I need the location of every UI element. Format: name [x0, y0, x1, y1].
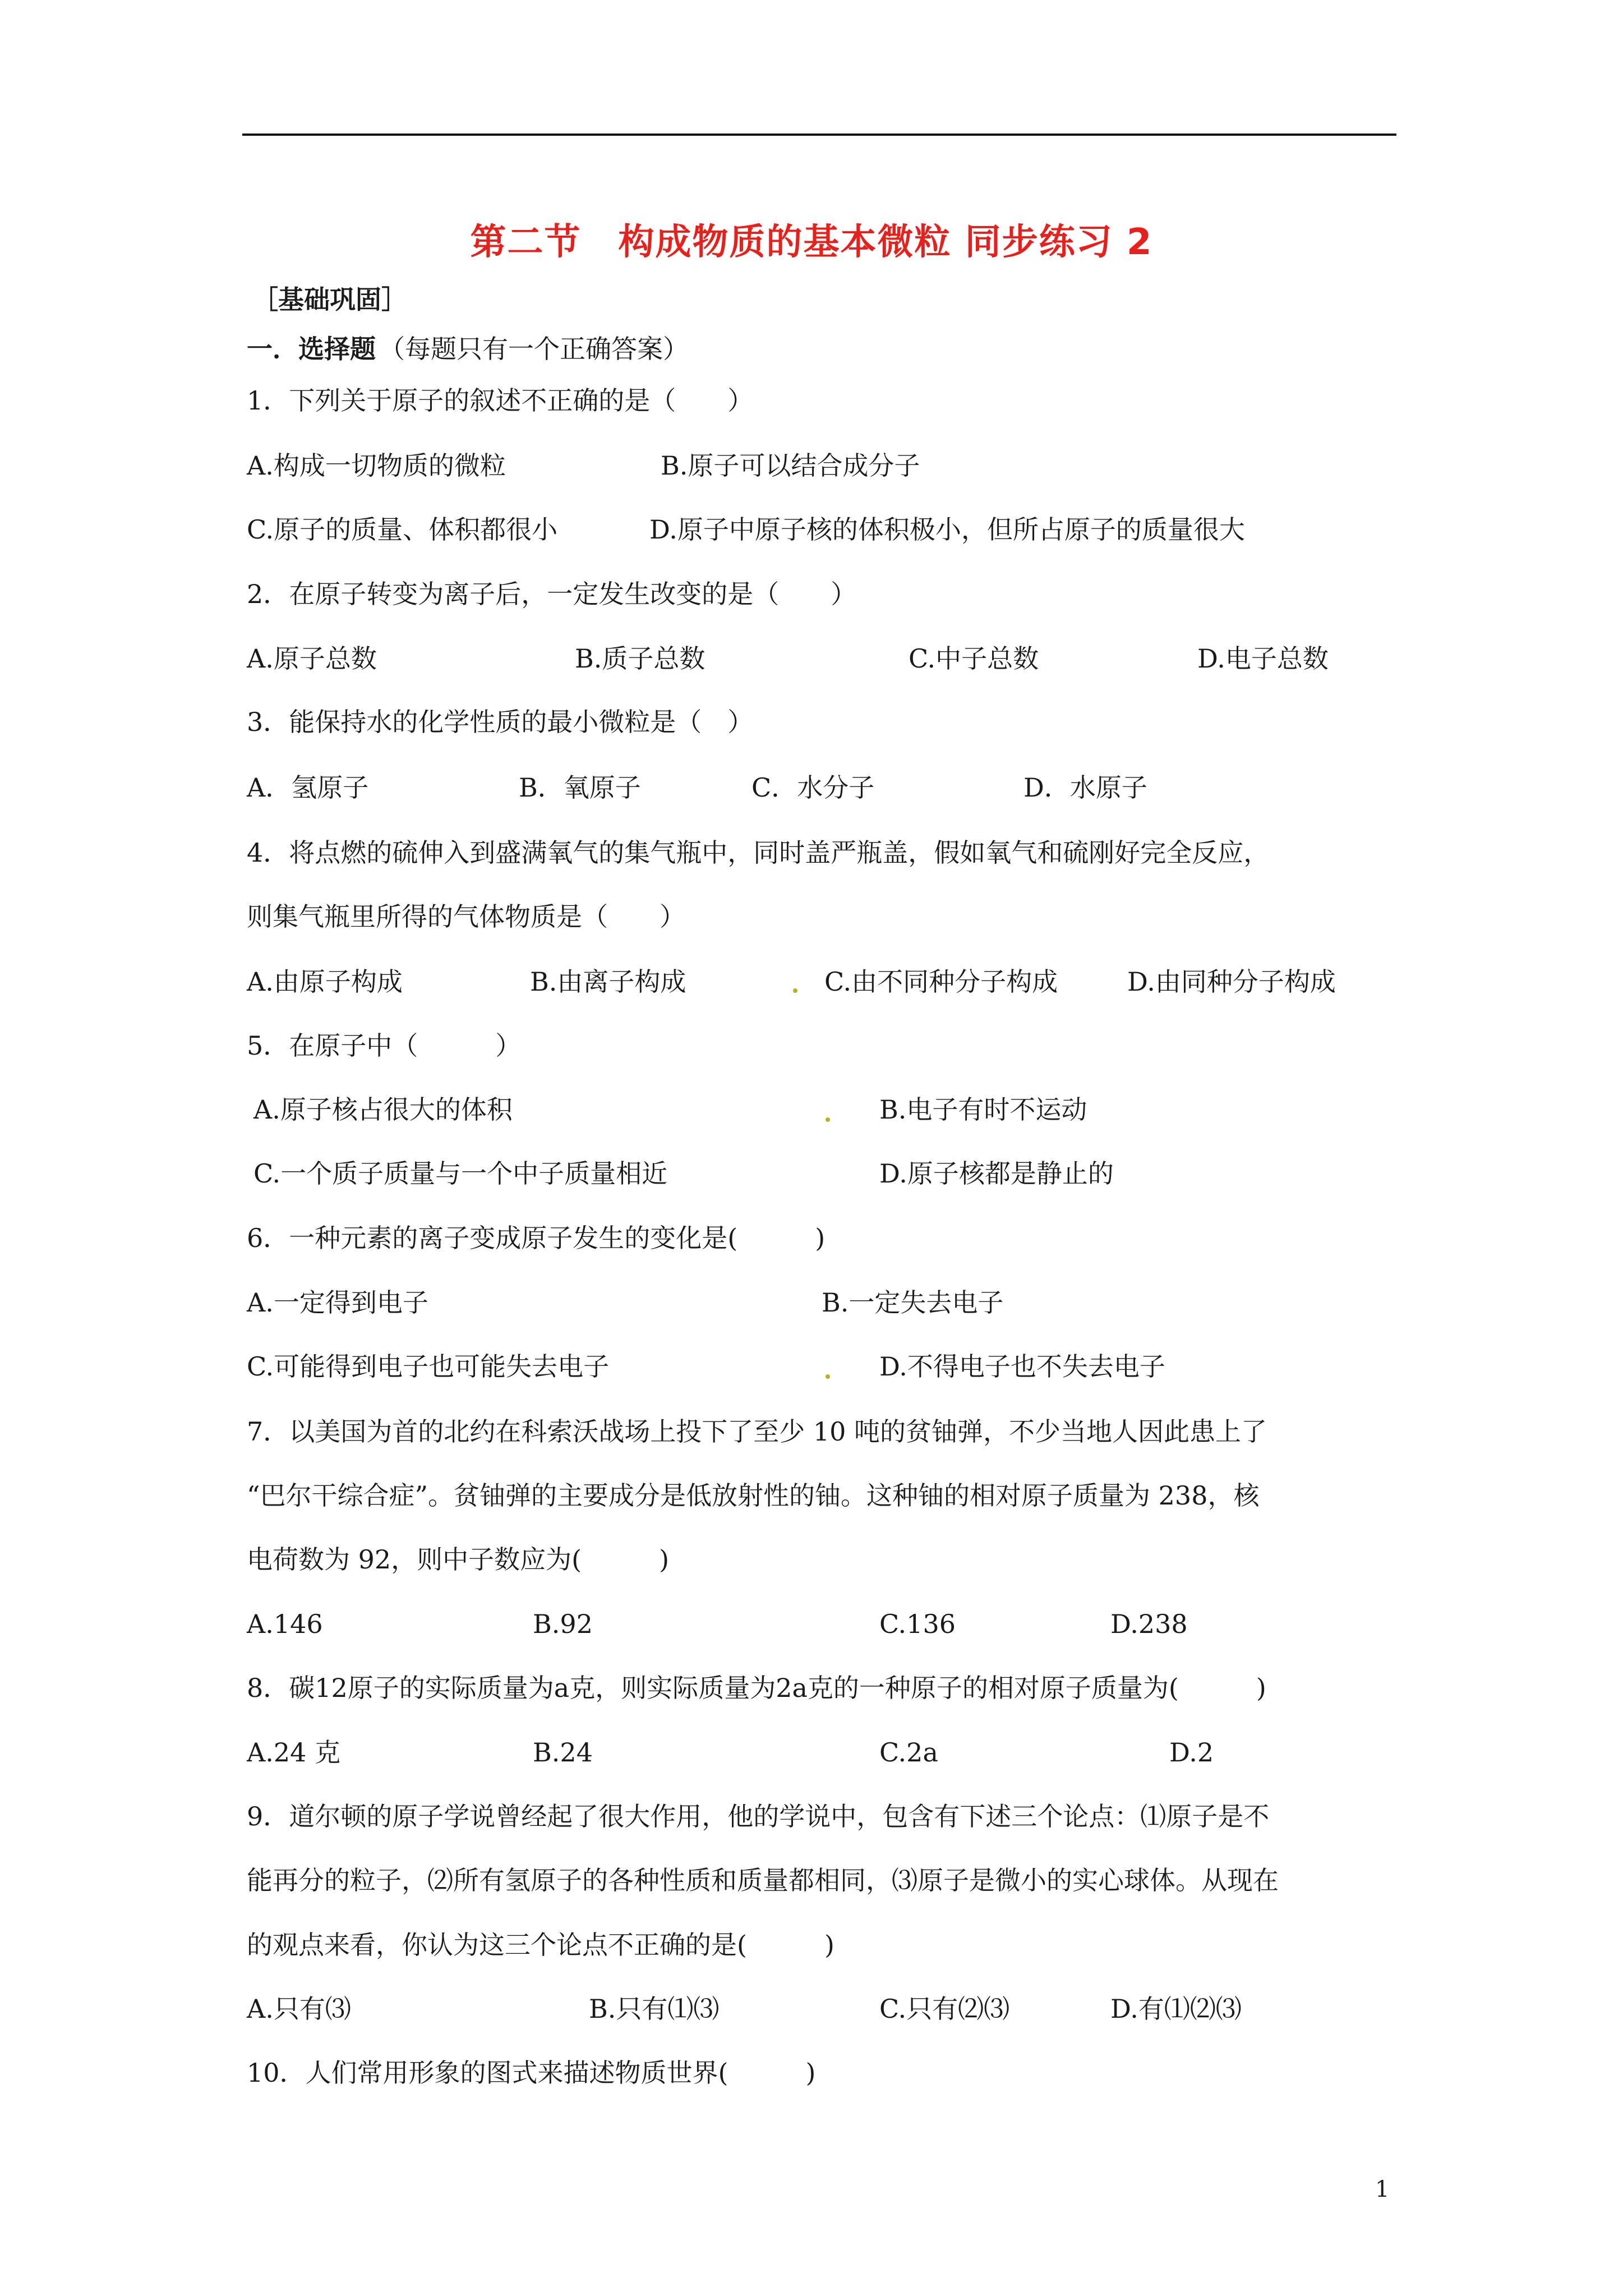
option-a: A.一定得到电子: [247, 1287, 428, 1318]
option-b: B.由离子构成: [530, 967, 686, 997]
option-c: C.中子总数: [909, 643, 1039, 674]
option-c: C.由不同种分子构成: [824, 967, 1058, 997]
question-9-stem-line2: 能再分的粒子，⑵所有氢原子的各种性质和质量都相同，⑶原子是微小的实心球体。从现在: [247, 1865, 1279, 1895]
option-c: C.只有⑵⑶: [879, 1994, 1010, 2024]
question-8-stem: 8．碳12原子的实际质量为a克，则实际质量为2a克的一种原子的相对原子质量为( ): [247, 1673, 1266, 1703]
question-7-stem-line1: 7．以美国为首的北约在科索沃战场上投下了至少 10 吨的贫铀弹，不少当地人因此患上了: [247, 1416, 1267, 1447]
option-d: D.2: [1169, 1737, 1214, 1768]
question-9-stem-line1: 9．道尔顿的原子学说曾经起了很大作用，他的学说中，包含有下述三个论点：⑴原子是不: [247, 1801, 1270, 1832]
option-b: B.电子有时不运动: [879, 1094, 1087, 1125]
option-a: A.只有⑶: [247, 1994, 351, 2024]
page-number: 1: [1375, 2177, 1390, 2202]
option-b: B.24: [533, 1737, 593, 1768]
question-10-stem: 10．人们常用形象的图式来描述物质世界( ): [247, 2058, 816, 2088]
option-a: A.原子总数: [247, 643, 377, 674]
option-c: C.136: [879, 1609, 956, 1639]
option-d: D.有⑴⑵⑶: [1110, 1994, 1242, 2024]
part-note: （每题只有一个正确答案）: [379, 334, 689, 364]
option-a: A.构成一切物质的微粒: [247, 450, 506, 481]
option-a: A．氢原子: [247, 772, 369, 803]
option-b: B．氧原子: [519, 772, 641, 803]
option-d: D.原子核都是静止的: [879, 1158, 1114, 1189]
question-4-stem-line1: 4．将点燃的硫伸入到盛满氧气的集气瓶中，同时盖严瓶盖，假如氧气和硫刚好完全反应，: [247, 838, 1270, 868]
question-2-stem: 2．在原子转变为离子后，一定发生改变的是（ ）: [247, 579, 857, 609]
page-title: 第二节 构成物质的基本微粒 同步练习 2: [470, 222, 1153, 263]
option-d: D．水原子: [1023, 772, 1147, 803]
stray-dot: [793, 988, 797, 993]
header-rule: [242, 134, 1396, 136]
option-c: C.一个质子质量与一个中子质量相近: [253, 1158, 668, 1189]
option-d: D.238: [1110, 1609, 1188, 1639]
option-d: D.不得电子也不失去电子: [879, 1351, 1165, 1382]
question-9-stem-line3: 的观点来看，你认为这三个论点不正确的是( ): [247, 1930, 834, 1960]
question-5-stem: 5．在原子中（ ）: [247, 1030, 522, 1061]
stray-dot: [826, 1117, 830, 1122]
question-7-stem-line3: 电荷数为 92，则中子数应为( ): [247, 1544, 670, 1575]
question-4-stem-line2: 则集气瓶里所得的气体物质是（ ）: [247, 901, 685, 932]
option-c: C.2a: [879, 1737, 938, 1768]
option-a: A.由原子构成: [247, 967, 403, 997]
stray-dot: [826, 1374, 830, 1379]
question-6-stem: 6．一种元素的离子变成原子发生的变化是( ): [247, 1223, 826, 1253]
question-1-stem: 1．下列关于原子的叙述不正确的是（ ）: [247, 385, 754, 416]
option-b: B.原子可以结合成分子: [661, 450, 920, 481]
option-b: B.92: [533, 1609, 593, 1639]
option-a: A.146: [247, 1609, 323, 1639]
option-a: A.原子核占很大的体积: [253, 1094, 513, 1125]
option-b: B.质子总数: [575, 643, 706, 674]
question-7-stem-line2: “巴尔干综合症”。贫铀弹的主要成分是低放射性的铀。这种铀的相对原子质量为 238，核: [247, 1480, 1260, 1511]
section-heading: ［基础巩固］: [252, 284, 407, 315]
option-a: A.24 克: [247, 1737, 340, 1768]
part-label: 一．选择题: [247, 334, 376, 364]
option-c: C．水分子: [751, 772, 875, 803]
option-b: B.一定失去电子: [822, 1287, 1004, 1318]
question-3-stem: 3．能保持水的化学性质的最小微粒是（ ）: [247, 707, 754, 737]
option-c: C.可能得到电子也可能失去电子: [247, 1351, 610, 1382]
option-c: C.原子的质量、体积都很小: [247, 514, 558, 545]
option-b: B.只有⑴⑶: [589, 1994, 720, 2024]
option-d: D.电子总数: [1197, 643, 1329, 674]
option-d: D.由同种分子构成: [1127, 967, 1336, 997]
option-d: D.原子中原子核的体积极小，但所占原子的质量很大: [649, 514, 1245, 545]
